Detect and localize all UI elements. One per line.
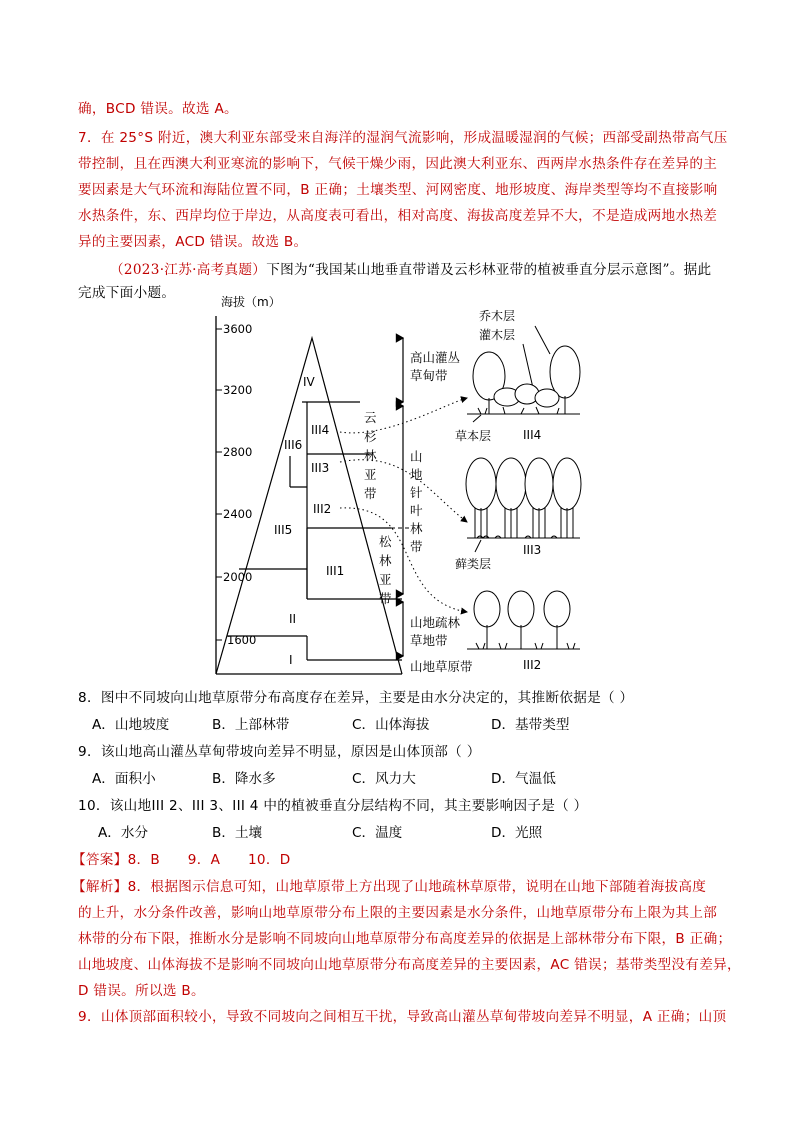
vegetation-panel-III4 [455, 308, 580, 443]
question-9-option-c[interactable]: C．风力大 [352, 771, 416, 787]
belt-label-conifer: 叶 [410, 503, 423, 518]
svg-text:杉: 杉 [364, 429, 377, 444]
q7-explanation-line: 水热条件，东、西岸均位于岸边，从高度表可看出，相对高度、海拔高度差异不大，不是造成两地水热差 [78, 208, 718, 224]
analysis-line: D 错误。所以选 B。 [78, 983, 205, 999]
analysis-line: 山地坡度、山体海拔不是影响不同坡向山地草原带分布高度差异的主要因素，AC 错误；基带类型没有差异， [78, 957, 741, 973]
question-8-option-d[interactable]: D．基带类型 [491, 717, 570, 733]
y-tick-label: 2000 [223, 570, 253, 584]
y-axis-label: 海拔（m） [221, 295, 281, 309]
answer-line [72, 848, 291, 868]
spruce-subbelt-label [364, 410, 377, 501]
y-tick-label: 3200 [223, 383, 253, 397]
zone-label: III4 [311, 423, 330, 437]
vegetation-panel-III3 [455, 458, 581, 571]
question-8-option-a[interactable]: A．山地坡度 [92, 717, 170, 733]
analysis-label: 【解析】 [72, 879, 128, 895]
belt-label-alpine: 草甸带 [410, 368, 448, 383]
analysis-line: 【解析】8．根据图示信息可知，山地草原带上方出现了山地疏林草原带，说明在山地下部随着海拔高度 [72, 879, 707, 895]
q7-explanation-line: 带控制，且在西澳大利亚寒流的影响下，气候干燥少雨，因此澳大利亚东、西两岸水热条件存在差异的主 [78, 156, 718, 172]
zone-label: II [289, 612, 297, 626]
svg-text:带: 带 [364, 486, 377, 501]
belt-label-conifer: 林 [410, 521, 423, 536]
layer-label-herb: 草本层 [455, 429, 492, 443]
question-8-stem: 8．图中不同坡向山地草原带分布高度存在差异，主要是由水分决定的，其推断依据是（ ） [78, 690, 634, 706]
analysis-line: 林带的分布下限，推断水分是影响不同坡向山地草原带分布高度差异的依据是上部林带分布下限，B 正确； [78, 931, 732, 947]
prev-explanation-tail: 确，BCD 错误。故选 A。 [78, 101, 238, 117]
question-9-option-a[interactable]: A．面积小 [92, 771, 156, 787]
svg-text:亚: 亚 [364, 467, 377, 482]
zone-label: I [289, 653, 293, 667]
zone-label: III2 [313, 502, 332, 516]
vertical-zonation-diagram [205, 294, 595, 679]
question-10-option-a[interactable]: A．水分 [98, 825, 149, 841]
belt-label-conifer: 山 [410, 449, 423, 464]
answer-text: 8．B 9．A 10．D [127, 852, 291, 868]
svg-text:带: 带 [379, 591, 392, 606]
belt-label-sparse: 山地疏林 [410, 615, 461, 630]
zone-label: III5 [274, 523, 293, 537]
layer-label-tree: 乔木层 [479, 309, 516, 323]
svg-text:亚: 亚 [379, 572, 392, 587]
question-10-option-b[interactable]: B．土壤 [212, 825, 263, 841]
pine-subbelt-label [379, 534, 392, 606]
y-tick-label: 3600 [223, 322, 253, 336]
belt-label-conifer: 地 [410, 467, 423, 482]
y-ticks [216, 322, 256, 647]
layer-label-moss: 藓类层 [455, 557, 492, 571]
question-9-stem: 9．该山地高山灌丛草甸带坡向差异不明显，原因是山体顶部（ ） [78, 744, 481, 760]
intro-text: 下图为“我国某山地垂直带谱及云杉林亚带的植被垂直分层示意图”。据此 [266, 262, 712, 278]
svg-text:松: 松 [379, 534, 392, 549]
analysis-line: 的上升，水分条件改善，影响山地草原带分布上限的主要因素是水分条件，山地草原带分布上限为其上部 [78, 905, 718, 921]
layer-label-shrub: 灌木层 [479, 328, 516, 342]
question-9-option-b[interactable]: B．降水多 [212, 771, 276, 787]
zone-label: III1 [326, 564, 345, 578]
q7-explanation-line: 7．在 25°S 附近，澳大利亚东部受来自海洋的湿润气流影响，形成温暖湿润的气候；西部受副热带高气压 [78, 130, 728, 146]
q7-explanation-line: 异的主要因素，ACD 错误。故选 B。 [78, 234, 308, 250]
y-tick-label: 2400 [223, 507, 253, 521]
belt-label-alpine: 高山灌丛 [410, 350, 461, 365]
svg-text:林: 林 [364, 448, 377, 463]
svg-text:云: 云 [364, 410, 377, 425]
question-10-option-d[interactable]: D．光照 [491, 825, 543, 841]
panel-label: III3 [523, 543, 542, 557]
zone-label: IV [303, 375, 315, 389]
panel-label: III4 [523, 428, 542, 442]
question-8-option-b[interactable]: B．上部林带 [212, 717, 290, 733]
question-source: （2023·江苏·高考真题） [110, 262, 267, 278]
intro-text-line2: 完成下面小题。 [78, 285, 176, 301]
y-tick-label: 2800 [223, 445, 253, 459]
belt-label-steppe: 山地草原带 [410, 659, 473, 674]
analysis-q9-line: 9．山体顶部面积较小，导致不同坡向之间相互干扰，导致高山灌丛草甸带坡向差异不明显，A 正确；山顶 [78, 1009, 727, 1025]
belt-label-conifer: 针 [410, 485, 423, 500]
belt-label-conifer: 带 [410, 539, 423, 554]
question-10-option-c[interactable]: C．温度 [352, 825, 403, 841]
question-intro [110, 258, 711, 278]
answer-label: 【答案】 [72, 852, 128, 868]
y-tick-label: 1600 [227, 633, 257, 647]
panel-label: III2 [523, 658, 542, 672]
zone-label: III3 [311, 461, 330, 475]
q7-explanation-line: 要因素是大气环流和海陆位置不同，B 正确；土壤类型、河网密度、地形坡度、海岸类型等均不直接影响 [78, 182, 718, 198]
svg-text:林: 林 [379, 553, 392, 568]
vegetation-panel-III2 [467, 591, 580, 672]
belt-label-sparse: 草地带 [410, 633, 448, 648]
question-8-option-c[interactable]: C．山体海拔 [352, 717, 430, 733]
question-10-stem: 10．该山地III 2、III 3、III 4 中的植被垂直分层结构不同，其主要影响因子是（ ） [78, 798, 588, 814]
zone-label: III6 [284, 438, 303, 452]
question-9-option-d[interactable]: D．气温低 [491, 771, 556, 787]
